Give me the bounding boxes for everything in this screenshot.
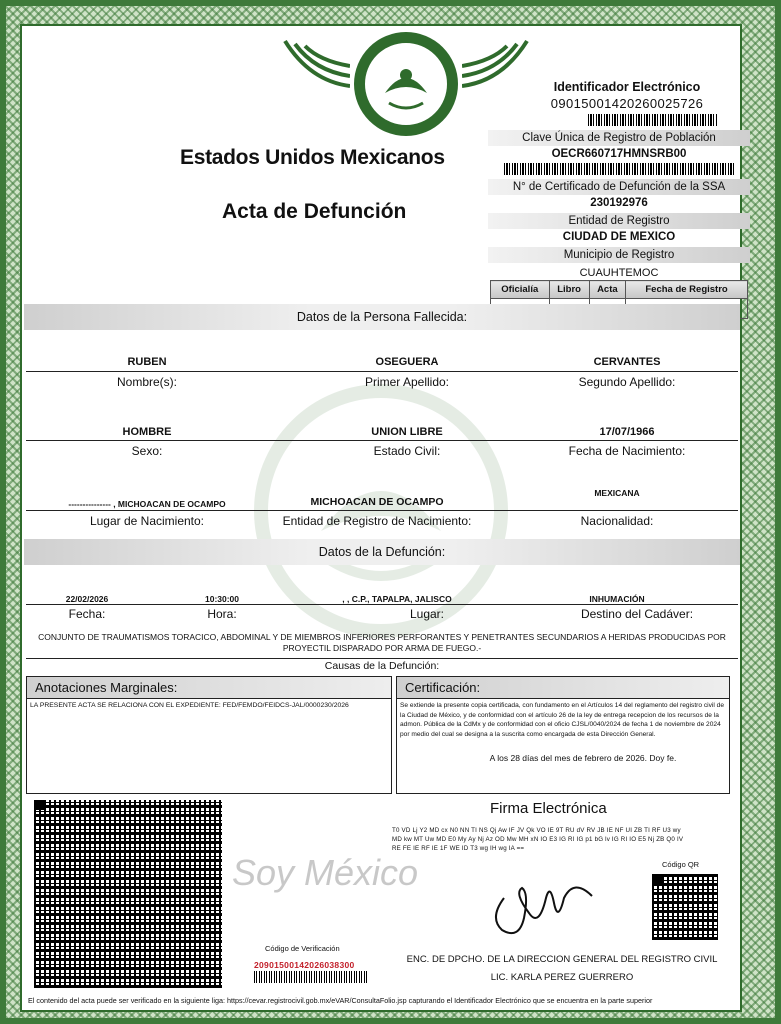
- birth-entity-value: MICHOACAN DE OCAMPO: [310, 496, 444, 508]
- birth-entity-label: Entidad de Registro de Nacimiento:: [282, 514, 472, 528]
- death-place-value: , , C.P., TAPALPA, JALISCO: [342, 594, 452, 604]
- curp-barcode: [504, 163, 734, 175]
- certificate-label: N° de Certificado de Defunción de la SSA: [488, 179, 750, 195]
- certification-title: Certificación:: [397, 677, 729, 699]
- official-title: ENC. DE DPCHO. DE LA DIRECCION GENERAL DEL REGISTRO CIVIL: [406, 954, 718, 965]
- certificate-paper: [20, 24, 742, 1012]
- nationality-label: Nacionalidad:: [580, 514, 654, 528]
- annotations-text: LA PRESENTE ACTA SE RELACIONA CON EL EXPEDIENTE: FED/FEMDO/FEIDCS-JAL/0000230/2026: [30, 702, 349, 709]
- electronic-id-label: Identificador Electrónico: [553, 80, 701, 94]
- verification-code: 209015001420260383​00: [254, 960, 355, 970]
- certificate-value: 230192976: [590, 197, 648, 209]
- official-name: LIC. KARLA PEREZ GUERRERO: [490, 972, 634, 983]
- death-time-label: Hora:: [207, 607, 237, 621]
- registry-header: Fecha de Registro: [626, 281, 748, 299]
- divider: [26, 371, 738, 372]
- death-time-value: 10:30:00: [204, 594, 240, 604]
- qr-label: Código QR: [662, 860, 700, 869]
- verification-barcode: [254, 971, 368, 983]
- divider: [26, 604, 738, 605]
- electronic-signature-title: Firma Electrónica: [490, 800, 607, 817]
- death-section-header: Datos de la Defunción:: [24, 539, 740, 565]
- divider: [26, 658, 738, 659]
- birth-place-value: --------------- , MICHOACAN DE OCAMPO: [68, 499, 226, 509]
- death-causes-label: Causas de la Defunción:: [324, 660, 440, 672]
- municipality-label: Municipio de Registro: [488, 247, 750, 263]
- surname2-label: Segundo Apellido:: [578, 375, 676, 389]
- registry-header: Oficialía: [491, 281, 550, 299]
- large-qr-code: [34, 800, 222, 988]
- electronic-id-barcode: [588, 114, 718, 126]
- annotations-box: [26, 676, 392, 794]
- seal-eagle-icon: [363, 41, 449, 127]
- national-seal: [354, 32, 458, 136]
- registry-header: Acta: [589, 281, 625, 299]
- verification-footer: El contenido del acta puede ser verificado en la siguiente liga: https://cevar.registrocivil.gob.mx/eVAR/ConsultaFolio.jsp capturando el Identificador Electrónico que se encuentra en la parte superior: [28, 996, 653, 1005]
- sex-label: Sexo:: [131, 444, 163, 458]
- soy-mexico-watermark: Soy México: [232, 852, 419, 893]
- civil-status-label: Estado Civil:: [373, 444, 441, 458]
- person-section-header: Datos de la Persona Fallecida:: [24, 304, 740, 330]
- curp-value: OECR660717HMNSRB00: [551, 148, 687, 160]
- certification-box: [396, 676, 730, 794]
- names-field: [82, 356, 212, 368]
- surname1-label: Primer Apellido:: [364, 375, 450, 389]
- death-causes-text: CONJUNTO DE TRAUMATISMOS TORACICO, ABDOMINAL Y DE MIEMBROS INFERIORES PERFORANTES Y PENETRANTES SECUNDARIOS A HERIDAS PRODUCIDAS POR PROYECTIL DISPARADO POR ARMA DE FUEGO.-: [38, 632, 726, 653]
- verification-label: Código de Verificación: [265, 944, 340, 953]
- civil-status-value: UNION LIBRE: [371, 426, 443, 438]
- birth-date-label: Fecha de Nacimiento:: [568, 444, 686, 458]
- identifiers-panel: [488, 80, 750, 319]
- death-date-label: Fecha:: [68, 607, 106, 621]
- names-label: Nombre(s):: [116, 375, 177, 389]
- names-value: RUBEN: [127, 356, 167, 368]
- document-title: Acta de Defunción: [222, 200, 407, 223]
- country-heading: Estados Unidos Mexicanos: [180, 146, 445, 169]
- electronic-signature-code: T0 VD Lj Y2 MD cx N0 NN TI NS Qj Aw IF JV Qk VO IE 9T RU dV RV JB IE NF UI ZB TI RF U3 wy MD kw MT Uw MD E0 My Ay Nj Az OD Mw MH xN IO E3 IG RI IG p1 bG lv IG RI IO E5 Nj ZB Q0 IV RE FE IE RF IE 1F WE ID T3 wg IH wg IA ==: [392, 827, 684, 852]
- handwritten-signature-icon: [484, 868, 604, 940]
- death-place-label: Lugar:: [409, 607, 445, 621]
- surname1-field: [342, 356, 472, 368]
- entity-value: CIUDAD DE MEXICO: [562, 231, 676, 243]
- nationality-value: MEXICANA: [594, 488, 640, 498]
- small-qr-code: [652, 874, 718, 940]
- entity-label: Entidad de Registro: [488, 213, 750, 229]
- registry-header: Libro: [549, 281, 589, 299]
- surname1-value: OSEGUERA: [375, 356, 439, 368]
- death-date-value: 22/02/2026: [65, 594, 109, 604]
- certification-text: Se extiende la presente copia certificada, con fundamento en el Artículos 14 del reglamento del registro civil de la Ciudad de México, y de conformidad con el artículo 26 de la ley de entrega recepcion de los recursos de la admon. Pública de la CdMx y de conformidad con el oficio CJSL/0040/2024 de fecha 1 de noviembre de 2024 por medio del cual se designa a la suscrita como encargada de esta Dirección General.: [400, 702, 725, 738]
- divider: [26, 510, 738, 511]
- birth-place-label: Lugar de Nacimiento:: [89, 514, 205, 528]
- destination-value: INHUMACIÓN: [589, 594, 645, 604]
- certification-date-line: A los 28 días del mes de febrero de 2026. Doy fe.: [489, 753, 677, 763]
- sex-value: HOMBRE: [122, 426, 172, 438]
- destination-label: Destino del Cadáver:: [580, 607, 694, 621]
- municipality-value: CUAUHTEMOC: [579, 267, 659, 279]
- divider: [26, 440, 738, 441]
- surname2-field: [562, 356, 692, 368]
- birth-date-value: 17/07/1966: [599, 426, 655, 438]
- emblem-watermark: [22, 346, 740, 676]
- surname2-value: CERVANTES: [593, 356, 661, 368]
- curp-label: Clave Única de Registro de Población: [488, 130, 750, 146]
- electronic-id-value: 09015001420260025726: [550, 96, 704, 111]
- left-wing-ornament: [280, 36, 350, 96]
- annotations-title: Anotaciones Marginales:: [27, 677, 391, 699]
